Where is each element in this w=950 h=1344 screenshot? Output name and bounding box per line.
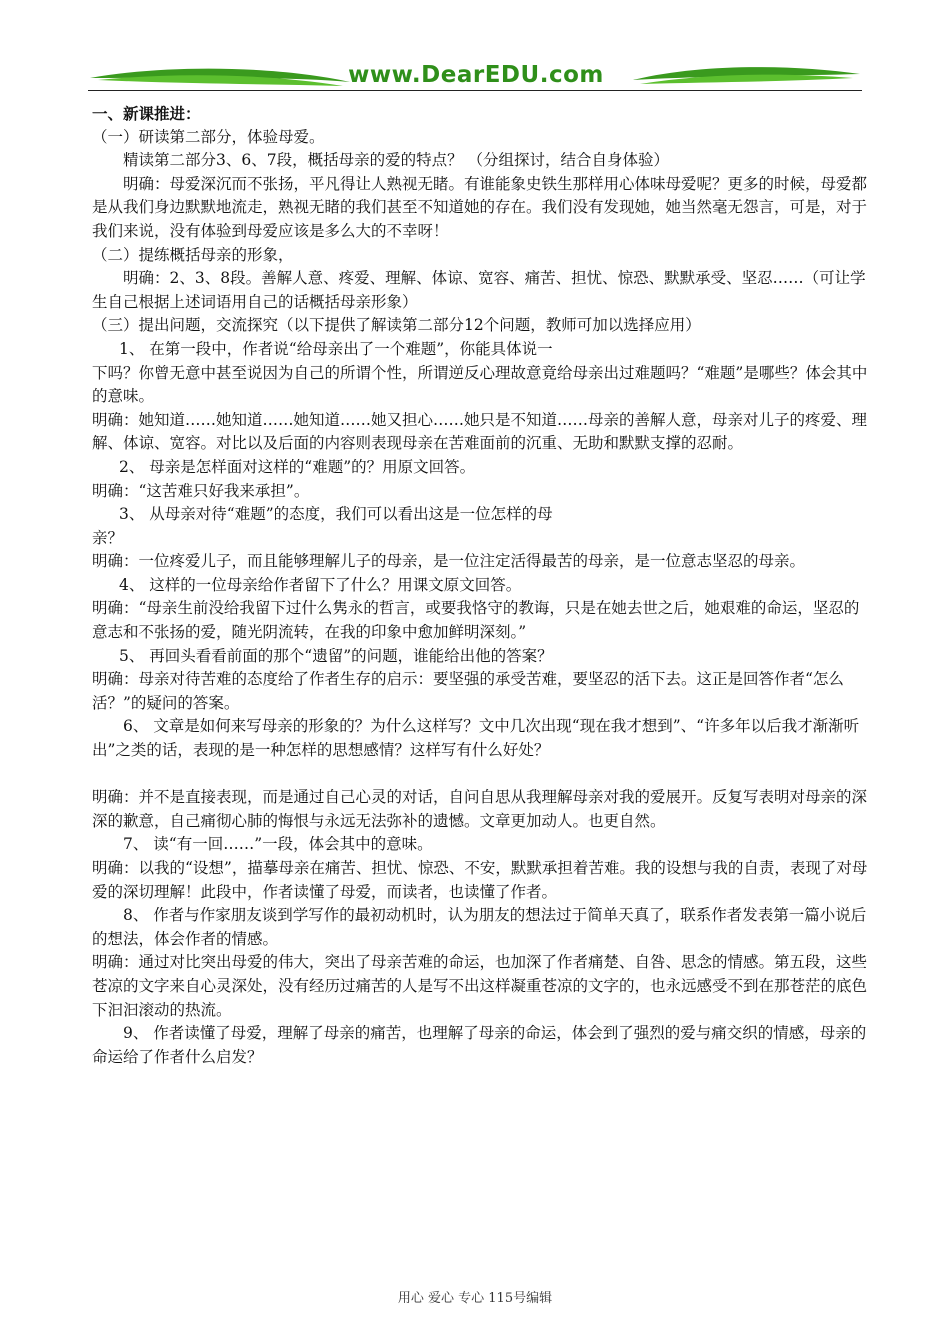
- answer-4: 明确：“母亲生前没给我留下过什么隽永的哲言，或要我恪守的教诲，只是在她去世之后，她艰难的命运，坚忍的意志和不张扬的爱，随光阴流转，在我的印象中愈加鲜明深刻。”: [92, 599, 860, 642]
- question-6: 6、 文章是如何来写母亲的形象的？为什么这样写？文中几次出现“现在我才想到”、“许多年以后我才渐渐听出”之类的话，表现的是一种怎样的思想感情？这样写有什么好处？: [92, 717, 860, 760]
- subsection-2-heading: （二）提练概括母亲的形象，: [92, 245, 294, 264]
- answer-6: 明确：并不是直接表现，而是通过自己心灵的对话，自问自思从我理解母亲对我的爱展开。反复写表明对母亲的深深的歉意，自己痛彻心肺的悔恨与永远无法弥补的遗憾。文章更加动人。也更自然。: [92, 788, 868, 830]
- site-header-banner: [88, 58, 862, 98]
- page-footer: 用心 爱心 专心 115号编辑: [397, 1291, 553, 1306]
- document-body: [92, 102, 868, 1069]
- subsection-3-heading: （三）提出问题，交流探究（以下提供了解读第二部分12个问题，教师可加以选择应用）: [92, 316, 701, 335]
- question-5: 5、 再回头看看前面的那个“遗留”的问题，谁能给出他的答案？: [119, 646, 553, 665]
- question-9: 9、 作者读懂了母爱，理解了母亲的痛苦，也理解了母亲的命运，体会到了强烈的爱与痛交织的情感，母亲的命运给了作者什么启发？: [92, 1024, 867, 1066]
- question-3-cont: 亲？: [92, 528, 124, 547]
- answer-paragraph-1: 明确：母爱深沉而不张扬，平凡得让人熟视无睹。有谁能象史铁生那样用心体味母爱呢？更多的时候，母爱都是从我们身边默默地流走，熟视无睹的我们甚至不知道她的存在。我们没有发现她，她当然毫无怨言，可是，对于我们来说，没有体验到母爱应该是多么大的不幸呀！: [92, 174, 868, 240]
- question-8: 8、 作者与作家朋友谈到学写作的最初动机时，认为朋友的想法过于简单天真了，联系作者发表第一篇小说后的想法，体会作者的情感。: [92, 906, 867, 948]
- section-heading: 一、新课推进：: [92, 104, 201, 123]
- answer-1: 明确：她知道……她知道……她知道……她又担心……她只是不知道……母亲的善解人意，母亲对儿子的疼爱、理解、体谅、宽容。对比以及后面的内容则表现母亲在苦难面前的沉重、无助和默默支撑的忍耐。: [92, 410, 868, 453]
- header-rule: [88, 90, 862, 91]
- answer-7: 明确：以我的“设想”，描摹母亲在痛苦、担忧、惊恐、不安，默默承担着苦难。我的设想与我的自责，表现了对母爱的深切理解！此段中，作者读懂了母爱，而读者，也读懂了作者。: [92, 859, 868, 901]
- question-3: 3、 从母亲对待“难题”的态度，我们可以看出这是一位怎样的母: [119, 505, 553, 524]
- question-4: 4、 这样的一位母亲给作者留下了什么？用课文原文回答。: [119, 575, 522, 594]
- site-logo-text[interactable]: www.DearEDU.com: [348, 62, 604, 88]
- subsection-1-heading: （一）研读第二部分，体验母爱。: [92, 127, 325, 146]
- question-1: 1、 在第一段中，作者说“给母亲出了一个难题”，你能具体说一: [119, 339, 553, 358]
- blank-line: [92, 763, 868, 787]
- answer-paragraph-2: 明确：2、3、8段。善解人意、疼爱、理解、体谅、宽容、痛苦、担忧、惊恐、默默承受、坚忍……（可让学生自己根据上述词语用自己的话概括母亲形象）: [92, 269, 866, 311]
- question-7: 7、 读“有一回……”一段，体会其中的意味。: [123, 835, 433, 854]
- question-2: 2、 母亲是怎样面对这样的“难题”的？用原文回答。: [119, 457, 476, 476]
- answer-2: 明确：“这苦难只好我来承担”。: [92, 481, 310, 500]
- answer-8: 明确：通过对比突出母爱的伟大，突出了母亲苦难的命运，也加深了作者痛楚、自咎、思念的情感。第五段，这些苍凉的文字来自心灵深处，没有经历过痛苦的人是写不出这样凝重苍凉的文字的，也永远感受不到在那苍茫的底色下汩汩滚动的热流。: [92, 953, 868, 1019]
- task-paragraph: 精读第二部分3、6、7段，概括母亲的爱的特点？ （分组探讨，结合自身体验）: [123, 151, 670, 170]
- answer-3: 明确：一位疼爱儿子，而且能够理解儿子的母亲，是一位注定活得最苦的母亲，是一位意志坚忍的母亲。: [92, 552, 806, 571]
- answer-5: 明确：母亲对待苦难的态度给了作者生存的启示：要坚强的承受苦难，要坚忍的活下去。这正是回答作者“怎么活？”的疑问的答案。: [92, 670, 844, 712]
- question-1-cont: 下吗？你曾无意中甚至说因为自己的所谓个性，所谓逆反心理故意竟给母亲出过难题吗？“难题”是哪些？体会其中的意味。: [92, 363, 868, 406]
